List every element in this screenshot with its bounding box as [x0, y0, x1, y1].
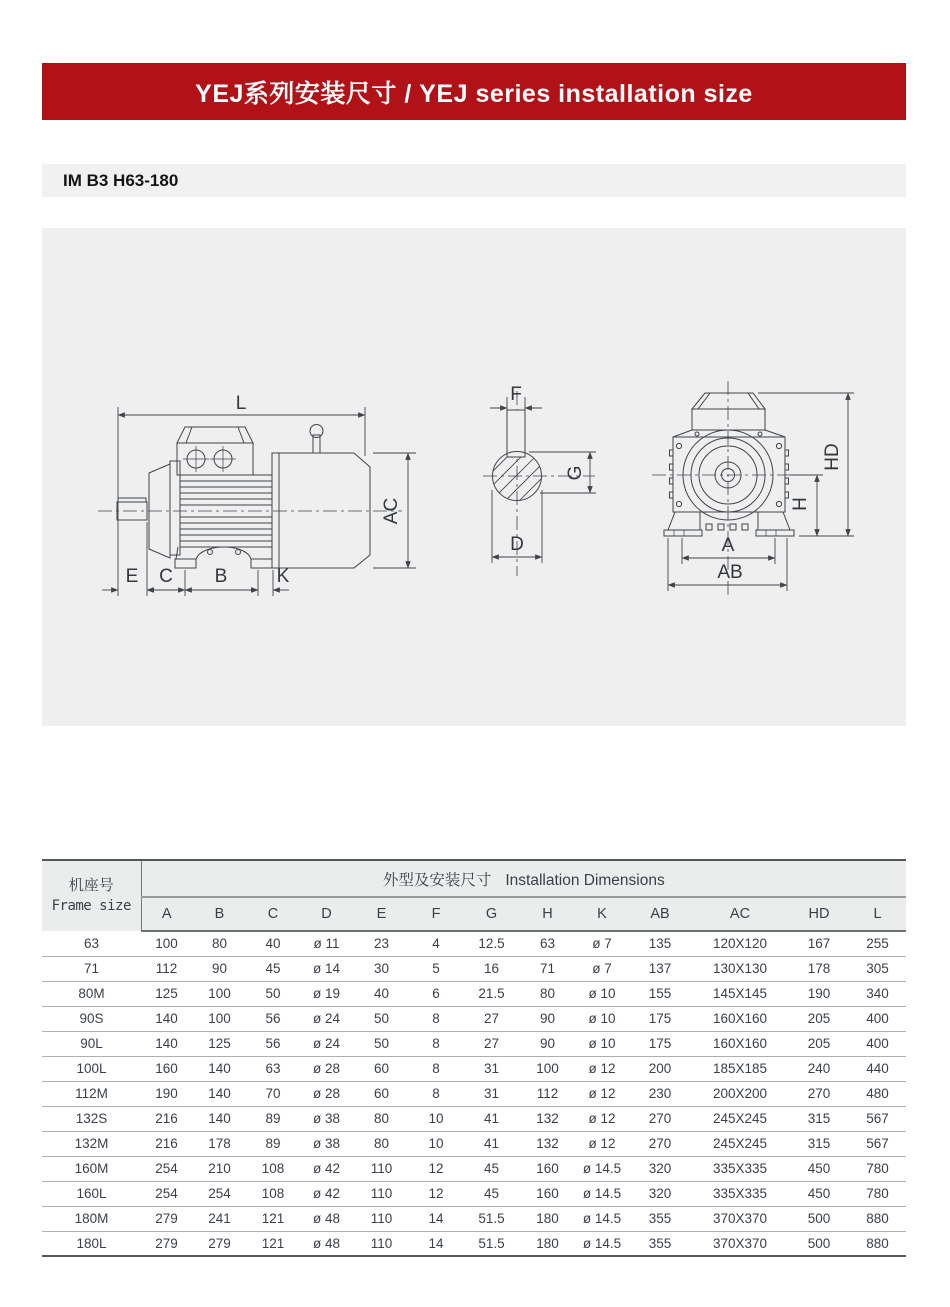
table-row-180M [42, 1206, 906, 1231]
dimension-cell-K: ø 10 [575, 1006, 629, 1031]
dimension-cell-H: 180 [520, 1231, 575, 1256]
dimension-cell-HD: 205 [789, 1031, 849, 1056]
dimension-cell-G: 21.5 [463, 981, 520, 1006]
dimension-cell-AB: 137 [629, 956, 691, 981]
column-header-AB: AB [629, 897, 691, 931]
dimension-cell-A: 279 [141, 1231, 192, 1256]
dimension-cell-C: 108 [247, 1181, 299, 1206]
table-row-180L [42, 1231, 906, 1256]
installation-dimension-diagram [42, 228, 906, 726]
side-view-drawing [98, 425, 402, 569]
dimension-table-body [42, 931, 906, 1256]
dimension-cell-B: 178 [192, 1131, 247, 1156]
frame-size-cell: 180L [42, 1231, 141, 1256]
dimension-cell-H: 112 [520, 1081, 575, 1106]
dimension-cell-E: 40 [354, 981, 409, 1006]
dimension-cell-A: 254 [141, 1181, 192, 1206]
group-header-zh: 外型及安装尺寸 [382, 871, 492, 889]
dimension-cell-AB: 355 [629, 1206, 691, 1231]
shaft-section-drawing [456, 391, 595, 576]
dimension-cell-HD: 178 [789, 956, 849, 981]
table-group-header-row [42, 860, 906, 897]
dimension-cell-F: 8 [409, 1006, 463, 1031]
dimension-cell-C: 45 [247, 956, 299, 981]
dimension-cell-D: ø 24 [299, 1006, 354, 1031]
dimension-cell-C: 121 [247, 1206, 299, 1231]
dimension-cell-AB: 355 [629, 1231, 691, 1256]
dimension-cell-HD: 315 [789, 1131, 849, 1156]
group-header-en: Installation Dimensions [505, 871, 665, 889]
frame-size-cell: 112M [42, 1081, 141, 1106]
table-row-160M [42, 1156, 906, 1181]
dimension-cell-L: 400 [849, 1006, 906, 1031]
mounting-code-label: IM B3 H63-180 [63, 170, 179, 190]
dimension-cell-H: 132 [520, 1106, 575, 1131]
dimension-cell-H: 90 [520, 1006, 575, 1031]
dimension-cell-F: 4 [409, 931, 463, 956]
column-header-AC: AC [691, 897, 789, 931]
dim-label-D: D [510, 534, 524, 555]
dimension-cell-D: ø 42 [299, 1181, 354, 1206]
dimension-cell-HD: 450 [789, 1181, 849, 1206]
dimension-cell-AB: 175 [629, 1031, 691, 1056]
frame-size-cell: 180M [42, 1206, 141, 1231]
dimension-cell-AC: 245X245 [691, 1106, 789, 1131]
column-header-A: A [141, 897, 192, 931]
dimension-cell-D: ø 42 [299, 1156, 354, 1181]
dimension-cell-E: 30 [354, 956, 409, 981]
dim-label-AC: AC [381, 497, 402, 525]
dim-label-K: K [276, 566, 290, 587]
dimension-cell-B: 140 [192, 1056, 247, 1081]
dim-label-E: E [125, 566, 139, 587]
dimension-cell-H: 63 [520, 931, 575, 956]
dimension-cell-F: 6 [409, 981, 463, 1006]
table-row-132M [42, 1131, 906, 1156]
dimension-cell-E: 50 [354, 1031, 409, 1056]
dimension-cell-L: 567 [849, 1106, 906, 1131]
dimension-cell-B: 80 [192, 931, 247, 956]
dimension-cell-G: 16 [463, 956, 520, 981]
frame-size-cell: 160L [42, 1181, 141, 1206]
dimension-cell-D: ø 11 [299, 931, 354, 956]
dimension-cell-HD: 167 [789, 931, 849, 956]
dimension-cell-HD: 205 [789, 1006, 849, 1031]
dimension-cell-B: 125 [192, 1031, 247, 1056]
dimension-cell-C: 63 [247, 1056, 299, 1081]
dimension-cell-D: ø 14 [299, 956, 354, 981]
dimension-cell-B: 210 [192, 1156, 247, 1181]
dimension-cell-AB: 135 [629, 931, 691, 956]
dimension-cell-AC: 245X245 [691, 1131, 789, 1156]
mounting-code-strip [42, 164, 906, 197]
dim-label-AB: AB [717, 562, 743, 583]
dimension-cell-A: 140 [141, 1031, 192, 1056]
dimension-cell-H: 71 [520, 956, 575, 981]
dimension-cell-K: ø 12 [575, 1131, 629, 1156]
column-header-C: C [247, 897, 299, 931]
dimension-cell-K: ø 14.5 [575, 1156, 629, 1181]
dim-label-C: C [159, 566, 173, 587]
dimension-cell-G: 31 [463, 1056, 520, 1081]
dimension-cell-L: 880 [849, 1231, 906, 1256]
dimension-cell-AC: 335X335 [691, 1181, 789, 1206]
column-letters-row [42, 897, 906, 931]
dimension-cell-F: 12 [409, 1181, 463, 1206]
dimension-cell-AC: 130X130 [691, 956, 789, 981]
dimension-cell-K: ø 7 [575, 931, 629, 956]
frame-size-cell: 90S [42, 1006, 141, 1031]
dimension-cell-G: 27 [463, 1006, 520, 1031]
dimension-cell-D: ø 28 [299, 1081, 354, 1106]
dimension-cell-C: 40 [247, 931, 299, 956]
dimension-cell-D: ø 48 [299, 1231, 354, 1256]
dimension-cell-F: 5 [409, 956, 463, 981]
dimension-cell-E: 110 [354, 1181, 409, 1206]
dim-label-B: B [214, 566, 228, 587]
dimension-cell-B: 254 [192, 1181, 247, 1206]
table-row-63 [42, 931, 906, 956]
dimension-cell-A: 160 [141, 1056, 192, 1081]
dimension-cell-E: 110 [354, 1156, 409, 1181]
dimension-cell-AC: 160X160 [691, 1006, 789, 1031]
dimension-cell-K: ø 14.5 [575, 1206, 629, 1231]
dim-label-G: G [565, 465, 586, 481]
column-header-G: G [463, 897, 520, 931]
dimension-cell-F: 10 [409, 1131, 463, 1156]
dimension-cell-K: ø 14.5 [575, 1231, 629, 1256]
column-header-H: H [520, 897, 575, 931]
dimension-cell-D: ø 48 [299, 1206, 354, 1231]
dimension-cell-C: 121 [247, 1231, 299, 1256]
dimension-cell-A: 190 [141, 1081, 192, 1106]
dimension-cell-G: 12.5 [463, 931, 520, 956]
dimension-cell-L: 567 [849, 1131, 906, 1156]
dimension-cell-K: ø 12 [575, 1056, 629, 1081]
dim-label-H: H [790, 497, 811, 511]
dimension-cell-L: 340 [849, 981, 906, 1006]
dimension-cell-A: 279 [141, 1206, 192, 1231]
dimension-cell-E: 50 [354, 1006, 409, 1031]
dimension-cell-H: 160 [520, 1181, 575, 1206]
dimension-cell-AC: 335X335 [691, 1156, 789, 1181]
frame-size-header-zh: 机座号 [68, 877, 114, 894]
dimension-cell-AC: 145X145 [691, 981, 789, 1006]
dimension-cell-HD: 500 [789, 1206, 849, 1231]
dimension-cell-AB: 270 [629, 1106, 691, 1131]
column-header-K: K [575, 897, 629, 931]
dimension-cell-A: 216 [141, 1106, 192, 1131]
frame-size-cell: 90L [42, 1031, 141, 1056]
dimension-cell-G: 27 [463, 1031, 520, 1056]
dimension-cell-L: 780 [849, 1156, 906, 1181]
dimension-cell-G: 41 [463, 1106, 520, 1131]
dimension-cell-C: 56 [247, 1006, 299, 1031]
table-row-132S [42, 1106, 906, 1131]
dimension-cell-F: 8 [409, 1081, 463, 1106]
dimension-cell-AB: 320 [629, 1156, 691, 1181]
dimension-cell-C: 70 [247, 1081, 299, 1106]
frame-size-cell: 132S [42, 1106, 141, 1131]
table-row-80M [42, 981, 906, 1006]
dimension-cell-A: 125 [141, 981, 192, 1006]
dimension-cell-AC: 185X185 [691, 1056, 789, 1081]
table-row-90S [42, 1006, 906, 1031]
dimension-cell-F: 10 [409, 1106, 463, 1131]
table-row-160L [42, 1181, 906, 1206]
frame-size-cell: 160M [42, 1156, 141, 1181]
dimension-cell-AC: 370X370 [691, 1231, 789, 1256]
dimension-cell-E: 80 [354, 1106, 409, 1131]
table-row-90L [42, 1031, 906, 1056]
column-header-L: L [849, 897, 906, 931]
dimension-cell-HD: 500 [789, 1231, 849, 1256]
dimension-cell-L: 305 [849, 956, 906, 981]
dimension-cell-HD: 450 [789, 1156, 849, 1181]
dimension-cell-C: 56 [247, 1031, 299, 1056]
dimension-cell-D: ø 24 [299, 1031, 354, 1056]
dimension-cell-G: 51.5 [463, 1206, 520, 1231]
dimension-cell-AB: 320 [629, 1181, 691, 1206]
dimension-cell-L: 255 [849, 931, 906, 956]
dimension-cell-L: 780 [849, 1181, 906, 1206]
dimension-cell-A: 112 [141, 956, 192, 981]
dimension-cell-F: 14 [409, 1231, 463, 1256]
dimension-cell-B: 90 [192, 956, 247, 981]
page-title: YEJ系列安装尺寸 / YEJ series installation size [195, 79, 753, 108]
dimension-cell-G: 45 [463, 1156, 520, 1181]
dimension-table-wrap [42, 859, 906, 1257]
dimension-cell-L: 480 [849, 1081, 906, 1106]
dimension-cell-A: 100 [141, 931, 192, 956]
dimension-cell-AC: 160X160 [691, 1031, 789, 1056]
dim-label-HD: HD [822, 443, 843, 471]
dimension-cell-AB: 270 [629, 1131, 691, 1156]
dimension-cell-B: 241 [192, 1206, 247, 1231]
dimension-cell-D: ø 19 [299, 981, 354, 1006]
group-header [141, 860, 906, 897]
dimension-cell-B: 140 [192, 1106, 247, 1131]
dimension-cell-B: 140 [192, 1081, 247, 1106]
column-header-B: B [192, 897, 247, 931]
dimension-cell-K: ø 7 [575, 956, 629, 981]
table-row-100L [42, 1056, 906, 1081]
frame-size-header-en: Frame size [51, 898, 131, 914]
frame-size-cell: 100L [42, 1056, 141, 1081]
dimension-cell-AC: 120X120 [691, 931, 789, 956]
dimension-cell-G: 45 [463, 1181, 520, 1206]
dimension-cell-H: 180 [520, 1206, 575, 1231]
dimension-cell-H: 132 [520, 1131, 575, 1156]
frame-size-cell: 80M [42, 981, 141, 1006]
column-header-F: F [409, 897, 463, 931]
dimension-cell-E: 110 [354, 1206, 409, 1231]
dimension-cell-L: 880 [849, 1206, 906, 1231]
dimension-cell-HD: 190 [789, 981, 849, 1006]
dimension-cell-A: 254 [141, 1156, 192, 1181]
column-header-HD: HD [789, 897, 849, 931]
dimension-cell-A: 216 [141, 1131, 192, 1156]
column-header-E: E [354, 897, 409, 931]
dimension-cell-AC: 200X200 [691, 1081, 789, 1106]
frame-size-cell: 63 [42, 931, 141, 956]
dimension-cell-D: ø 38 [299, 1106, 354, 1131]
dimension-cell-G: 41 [463, 1131, 520, 1156]
dimension-cell-C: 89 [247, 1106, 299, 1131]
dimension-cell-HD: 315 [789, 1106, 849, 1131]
dimension-cell-L: 440 [849, 1056, 906, 1081]
installation-dimensions-table [42, 859, 906, 1257]
diagram-panel [42, 228, 906, 726]
dimension-cell-AB: 200 [629, 1056, 691, 1081]
dimension-cell-F: 8 [409, 1031, 463, 1056]
dimension-cell-G: 51.5 [463, 1231, 520, 1256]
dimension-cell-B: 100 [192, 1006, 247, 1031]
dimension-cell-K: ø 10 [575, 1031, 629, 1056]
dimension-cell-K: ø 10 [575, 981, 629, 1006]
frame-size-cell: 71 [42, 956, 141, 981]
dim-label-A: A [721, 535, 735, 556]
dimension-cell-H: 160 [520, 1156, 575, 1181]
dimension-cell-E: 60 [354, 1056, 409, 1081]
table-row-71 [42, 956, 906, 981]
dimension-cell-AB: 175 [629, 1006, 691, 1031]
dimension-cell-AB: 230 [629, 1081, 691, 1106]
dimension-cell-K: ø 12 [575, 1106, 629, 1131]
dimension-cell-E: 110 [354, 1231, 409, 1256]
dimension-cell-H: 80 [520, 981, 575, 1006]
dim-label-L: L [235, 393, 247, 414]
dimension-cell-H: 90 [520, 1031, 575, 1056]
dimension-cell-E: 60 [354, 1081, 409, 1106]
dimension-cell-C: 89 [247, 1131, 299, 1156]
dimension-cell-HD: 270 [789, 1081, 849, 1106]
dimension-cell-K: ø 14.5 [575, 1181, 629, 1206]
dimension-cell-B: 100 [192, 981, 247, 1006]
dimension-cell-K: ø 12 [575, 1081, 629, 1106]
dimension-cell-F: 8 [409, 1056, 463, 1081]
dimension-cell-E: 80 [354, 1131, 409, 1156]
frame-size-cell: 132M [42, 1131, 141, 1156]
dimension-cell-B: 279 [192, 1231, 247, 1256]
dimension-cell-F: 12 [409, 1156, 463, 1181]
column-header-D: D [299, 897, 354, 931]
dimension-cell-L: 400 [849, 1031, 906, 1056]
title-banner [42, 63, 906, 120]
dimension-cell-C: 50 [247, 981, 299, 1006]
dimension-cell-H: 100 [520, 1056, 575, 1081]
dim-label-F: F [510, 384, 522, 405]
dimension-cell-AB: 155 [629, 981, 691, 1006]
dimension-cell-D: ø 38 [299, 1131, 354, 1156]
dimension-cell-HD: 240 [789, 1056, 849, 1081]
table-row-112M [42, 1081, 906, 1106]
dimension-cell-F: 14 [409, 1206, 463, 1231]
dimension-cell-AC: 370X370 [691, 1206, 789, 1231]
dimension-cell-D: ø 28 [299, 1056, 354, 1081]
dimension-cell-A: 140 [141, 1006, 192, 1031]
dimension-cell-C: 108 [247, 1156, 299, 1181]
dimension-cell-G: 31 [463, 1081, 520, 1106]
frame-size-header [42, 860, 141, 931]
dimension-cell-E: 23 [354, 931, 409, 956]
